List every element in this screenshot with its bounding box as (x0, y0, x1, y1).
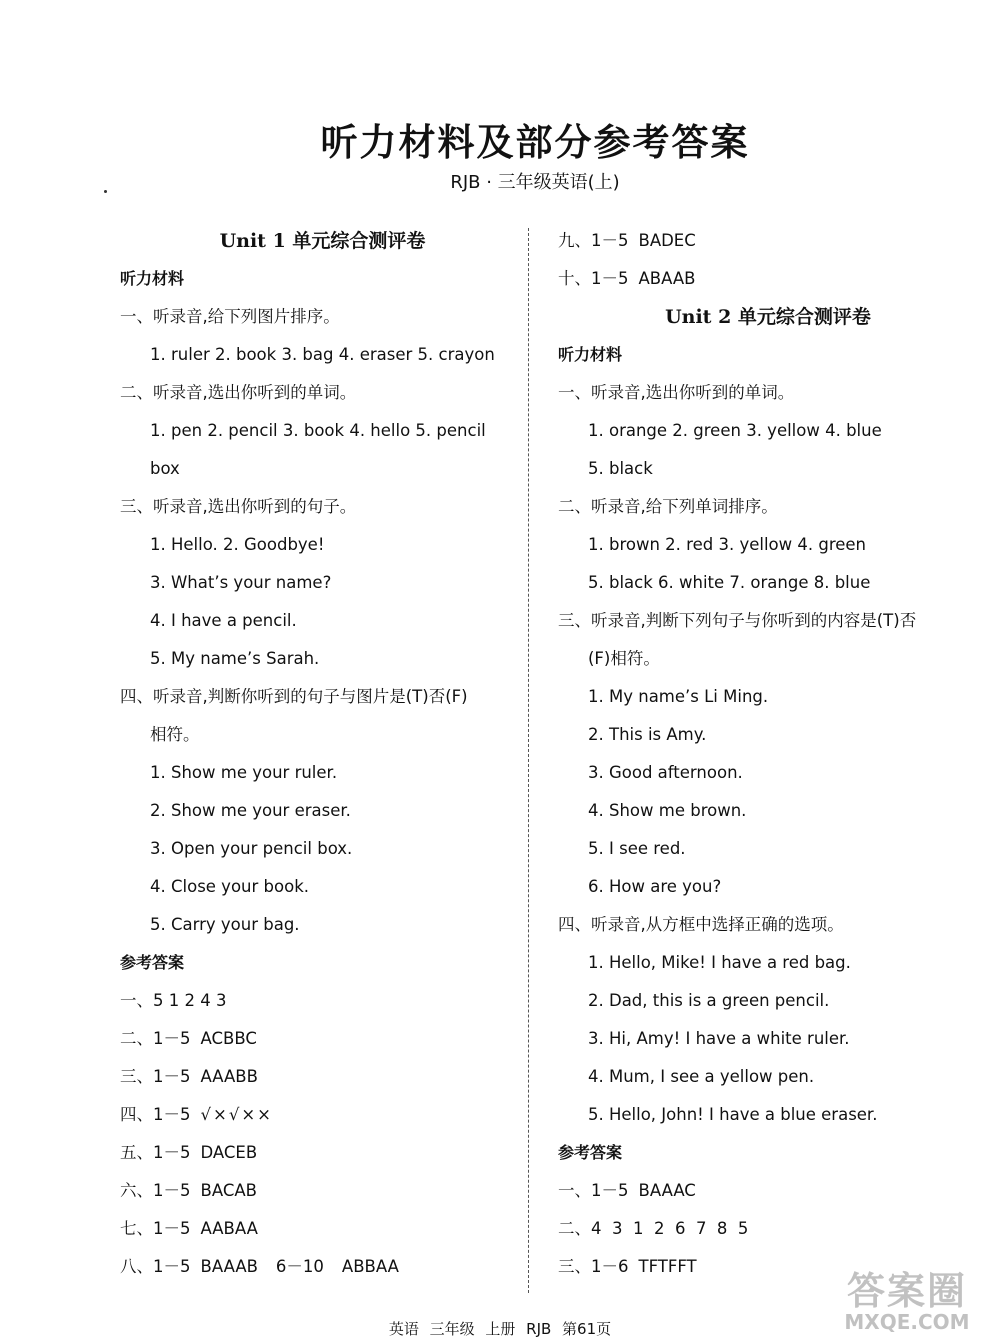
answer-label: 七、1－5 (120, 1219, 191, 1238)
answer-label: 四、1－5 (120, 1105, 191, 1124)
unit1-q1: 一、听录音,给下列图片排序。 (120, 307, 340, 326)
answer-label: 五、1－5 (120, 1143, 191, 1162)
unit2-q1: 一、听录音,选出你听到的单词。 (558, 383, 795, 402)
unit1-answer-3 (120, 1058, 525, 1096)
answer-label: 九、1－5 (558, 231, 629, 250)
unit2-q3: 三、听录音,判断下列句子与你听到的内容是(T)否 (558, 611, 917, 630)
answer-value: AAABB (200, 1067, 258, 1086)
unit1-q3-line: 4. I have a pencil. (150, 611, 297, 630)
unit2-q2-items: 1. brown 2. red 3. yellow 4. green (588, 535, 867, 554)
answer-label: 三、1－6 (558, 1257, 629, 1276)
unit1-q1-items: 1. ruler 2. book 3. bag 4. eraser 5. crayon (150, 345, 495, 364)
answer-label: 八、1－5 (120, 1257, 191, 1276)
answer-value: TFTFFT (638, 1257, 697, 1276)
unit1-answer-2 (120, 1020, 525, 1058)
unit2-q3-line: 3. Good afternoon. (588, 763, 743, 782)
unit2-answers-label: 参考答案 (558, 1143, 623, 1162)
unit1-title: Unit 1 单元综合测评卷 (219, 230, 426, 252)
unit2-q4-line: 4. Mum, I see a yellow pen. (588, 1067, 815, 1086)
unit1-answer-9 (558, 222, 978, 260)
answer-value: ABBAA (341, 1257, 399, 1276)
unit2-q4-line: 3. Hi, Amy! I have a white ruler. (588, 1029, 850, 1048)
unit1-q4-line: 4. Close your book. (150, 877, 309, 896)
unit1-q2: 二、听录音,选出你听到的单词。 (120, 383, 357, 402)
answer-value: DACEB (200, 1143, 258, 1162)
site-watermark (832, 1271, 982, 1335)
unit1-answer-1: 一、5 1 2 4 3 (120, 991, 227, 1010)
unit1-q2-items-cont: box (150, 459, 180, 478)
unit2-answer-2: 二、4 3 1 2 6 7 8 5 (558, 1219, 749, 1238)
answer-label: 十、1－5 (558, 269, 629, 288)
column-divider (528, 228, 529, 1293)
answer-value: BADEC (638, 231, 696, 250)
answer-value: ABAAB (638, 269, 696, 288)
unit1-q2-items: 1. pen 2. pencil 3. book 4. hello 5. pencil (150, 421, 486, 440)
unit2-q3-line: 6. How are you? (588, 877, 722, 896)
watermark-url: MXQE.COM (844, 1310, 970, 1334)
unit2-q3-line: 1. My name’s Li Ming. (588, 687, 769, 706)
answer-label: 一、1－5 (558, 1181, 629, 1200)
unit2-answer-1 (558, 1172, 978, 1210)
unit2-q4-line: 2. Dad, this is a green pencil. (588, 991, 830, 1010)
answer-value: ACBBC (200, 1029, 257, 1048)
unit2-q4-line: 5. Hello, John! I have a blue eraser. (588, 1105, 878, 1124)
unit1-q4-line: 1. Show me your ruler. (150, 763, 338, 782)
unit2-q3-line: 2. This is Amy. (588, 725, 707, 744)
right-column (558, 222, 978, 1286)
unit2-q3-line: 5. I see red. (588, 839, 686, 858)
answer-label: 三、1－5 (120, 1067, 191, 1086)
unit2-q2: 二、听录音,给下列单词排序。 (558, 497, 778, 516)
unit1-answer-8 (120, 1248, 525, 1286)
unit2-q2-items-cont: 5. black 6. white 7. orange 8. blue (588, 573, 871, 592)
unit1-q3-line: 3. What’s your name? (150, 573, 332, 592)
watermark-logo-text: 答案圈 (846, 1269, 967, 1313)
page-footer: 英语 三年级 上册 RJB 第61页 (388, 1320, 612, 1338)
unit1-q3-line: 5. My name’s Sarah. (150, 649, 320, 668)
answer-value: BAAAB (200, 1257, 258, 1276)
unit2-q1-items-cont: 5. black (588, 459, 653, 478)
answer-label: 六、1－5 (120, 1181, 191, 1200)
unit1-q4: 四、听录音,判断你听到的句子与图片是(T)否(F) (120, 687, 468, 706)
answer-value: AABAA (200, 1219, 258, 1238)
page-title: 听力材料及部分参考答案 (320, 120, 750, 164)
page-subtitle: RJB · 三年级英语(上) (450, 172, 620, 193)
unit1-q3-line: 1. Hello. 2. Goodbye! (150, 535, 325, 554)
answer-value: BACAB (200, 1181, 257, 1200)
unit2-title: Unit 2 单元综合测评卷 (665, 306, 871, 328)
unit2-q3-cont: (F)相符。 (588, 649, 660, 668)
unit1-answer-7 (120, 1210, 525, 1248)
unit1-q3: 三、听录音,选出你听到的句子。 (120, 497, 357, 516)
answer-value: √×√×× (200, 1105, 274, 1124)
unit1-listening-label: 听力材料 (120, 269, 185, 288)
unit2-q1-items: 1. orange 2. green 3. yellow 4. blue (588, 421, 882, 440)
answer-label: 6－10 (275, 1257, 324, 1276)
unit1-q4-cont: 相符。 (150, 725, 200, 744)
unit1-q4-line: 3. Open your pencil box. (150, 839, 353, 858)
unit1-answer-10 (558, 260, 978, 298)
unit2-listening-label: 听力材料 (558, 345, 623, 364)
print-speck (104, 190, 107, 193)
unit2-q4: 四、听录音,从方框中选择正确的选项。 (558, 915, 844, 934)
unit2-q4-line: 1. Hello, Mike! I have a red bag. (588, 953, 851, 972)
unit1-q4-line: 5. Carry your bag. (150, 915, 300, 934)
unit1-answer-4 (120, 1096, 525, 1134)
unit2-q3-line: 4. Show me brown. (588, 801, 747, 820)
answer-label: 二、1－5 (120, 1029, 191, 1048)
unit1-answer-6 (120, 1172, 525, 1210)
answer-value: BAAAC (638, 1181, 696, 1200)
unit1-answers-label: 参考答案 (120, 953, 185, 972)
unit1-q4-line: 2. Show me your eraser. (150, 801, 351, 820)
left-column (120, 222, 525, 1286)
unit1-answer-5 (120, 1134, 525, 1172)
